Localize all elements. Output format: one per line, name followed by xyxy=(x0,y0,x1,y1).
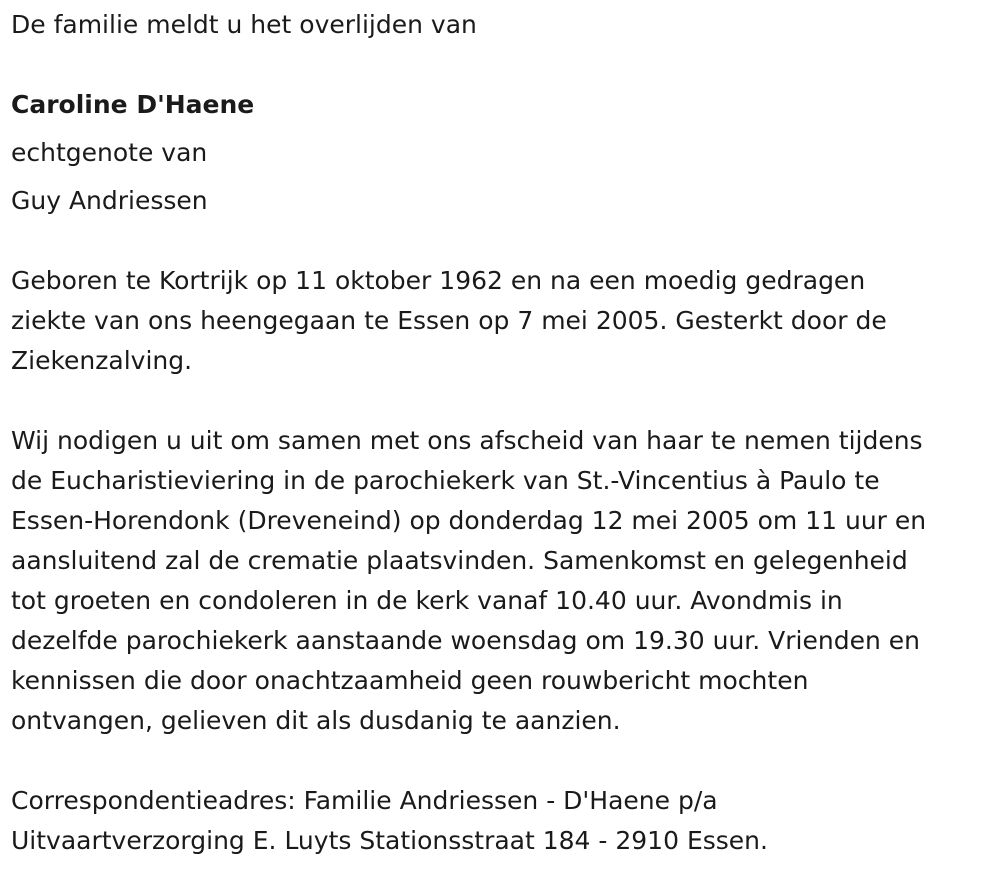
deceased-name: Caroline D'Haene xyxy=(11,90,255,119)
relation-text: echtgenote van xyxy=(11,138,208,167)
birth-paragraph-line: ziekte van ons heengegaan te Essen op 7 mei 2005. Gesterkt door de xyxy=(11,306,887,335)
correspondence-line: Correspondentieadres: Familie Andriessen - D'Haene p/a xyxy=(11,786,718,815)
ceremony-paragraph-line: Wij nodigen u uit om samen met ons afscheid van haar te nemen tijdens xyxy=(11,426,923,455)
birth-paragraph-line: Ziekenzalving. xyxy=(11,346,193,375)
ceremony-paragraph-line: kennissen die door onachtzaamheid geen rouwbericht mochten xyxy=(11,666,809,695)
ceremony-paragraph-line: ontvangen, gelieven dit als dusdanig te aanzien. xyxy=(11,706,621,735)
ceremony-paragraph-line: de Eucharistieviering in de parochiekerk van St.-Vincentius à Paulo te xyxy=(11,466,880,495)
ceremony-paragraph-line: tot groeten en condoleren in de kerk vanaf 10.40 uur. Avondmis in xyxy=(11,586,843,615)
correspondence-line: Uitvaartverzorging E. Luyts Stationsstraat 184 - 2910 Essen. xyxy=(11,826,768,855)
ceremony-paragraph-line: dezelfde parochiekerk aanstaande woensdag om 19.30 uur. Vrienden en xyxy=(11,626,920,655)
spouse-name: Guy Andriessen xyxy=(11,186,208,215)
ceremony-paragraph-line: Essen-Horendonk (Dreveneind) op donderdag 12 mei 2005 om 11 uur en xyxy=(11,506,927,535)
birth-paragraph-line: Geboren te Kortrijk op 11 oktober 1962 en na een moedig gedragen xyxy=(11,266,866,295)
ceremony-paragraph-line: aansluitend zal de crematie plaatsvinden. Samenkomst en gelegenheid xyxy=(11,546,908,575)
intro-text: De familie meldt u het overlijden van xyxy=(11,10,477,39)
